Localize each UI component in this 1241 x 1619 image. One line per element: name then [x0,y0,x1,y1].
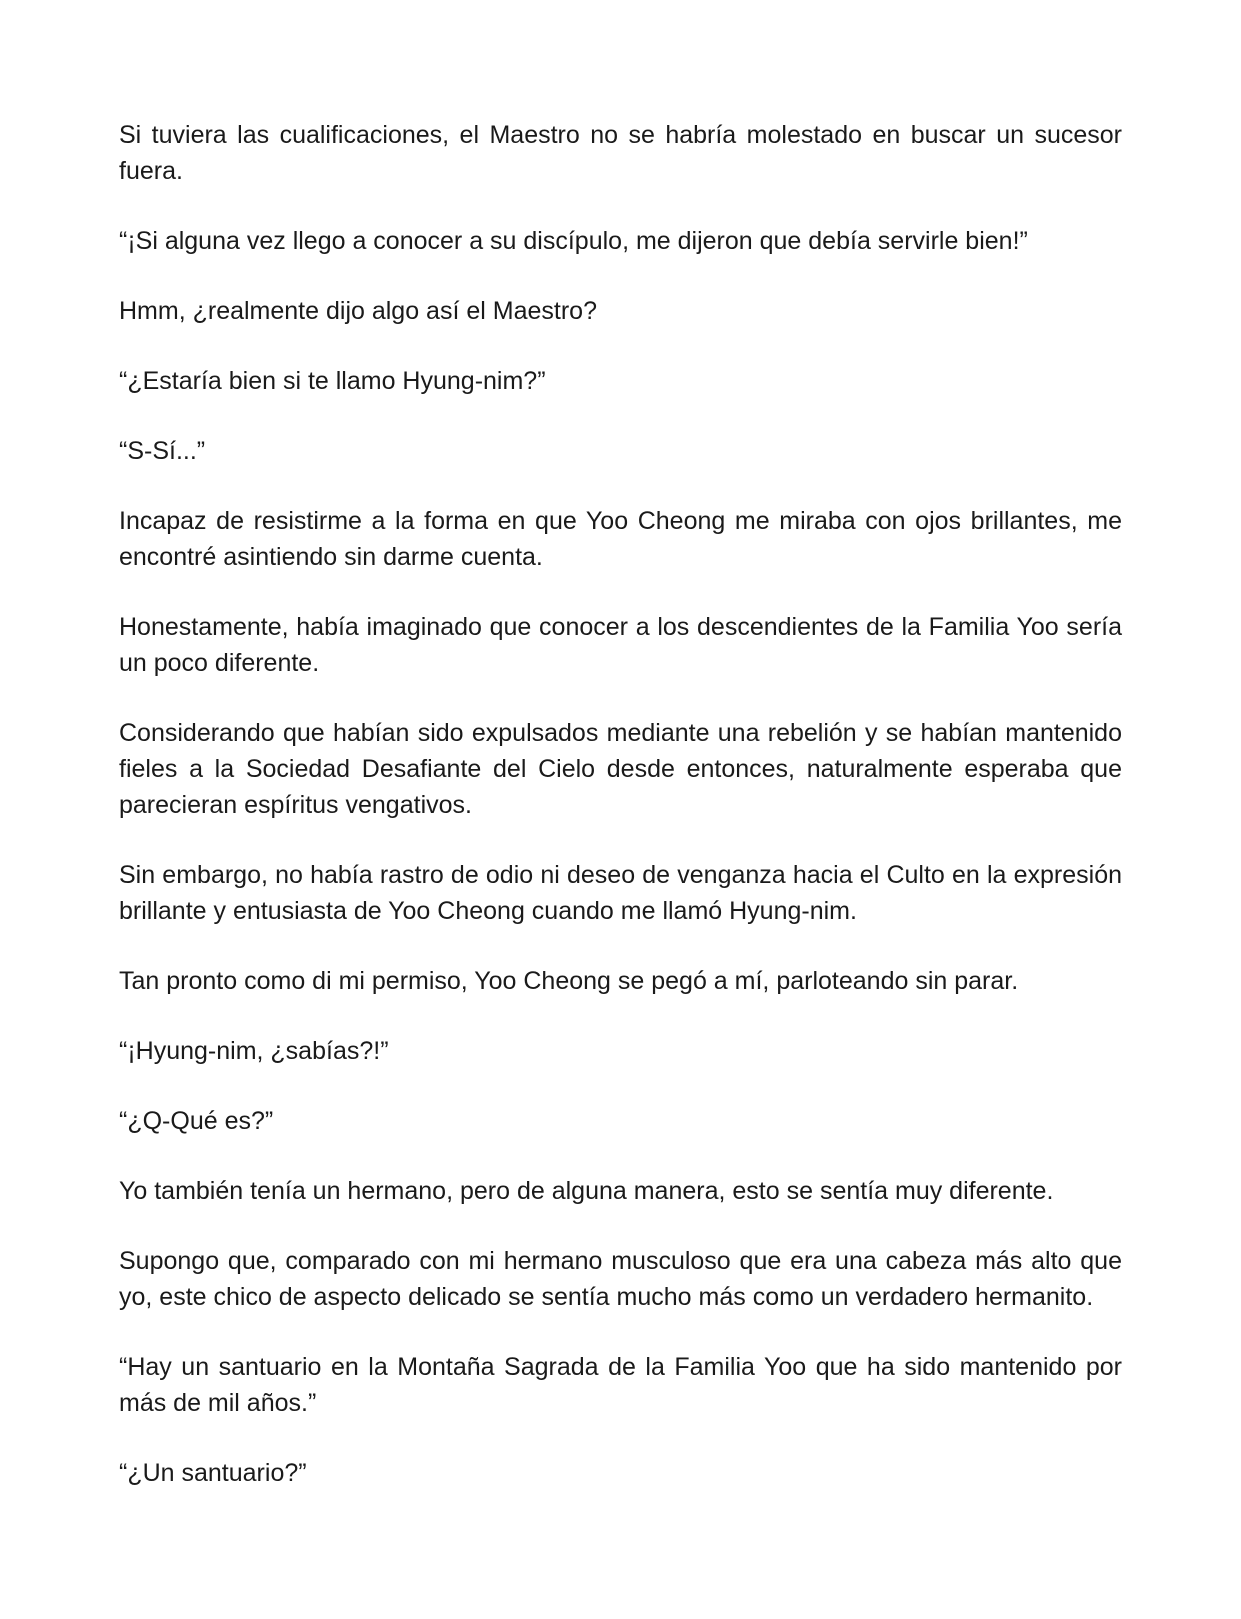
paragraph: Yo también tenía un hermano, pero de alguna manera, esto se sentía muy diferente. [119,1177,1054,1205]
dialogue-paragraph: “Hay un santuario en la Montaña Sagrada de la Familia Yoo que ha sido mantenido por más de mil años.” [119,1353,1122,1417]
paragraph: Sin embargo, no había rastro de odio ni deseo de venganza hacia el Culto en la expresión brillante y entusiasta de Yoo Cheong cuando me llamó Hyung-nim. [119,861,1122,925]
paragraph: Si tuviera las cualificaciones, el Maestro no se habría molestado en buscar un sucesor fuera. [119,121,1122,185]
document-body [119,117,1122,1525]
paragraph: Honestamente, había imaginado que conocer a los descendientes de la Familia Yoo sería un poco diferente. [119,613,1122,677]
paragraph: Hmm, ¿realmente dijo algo así el Maestro? [119,297,597,325]
dialogue-paragraph: “¿Q-Qué es?” [119,1107,274,1135]
dialogue-paragraph: “¿Un santuario?” [119,1459,307,1487]
dialogue-paragraph: “¡Si alguna vez llego a conocer a su discípulo, me dijeron que debía servirle bien!” [119,227,1028,255]
paragraph: Considerando que habían sido expulsados mediante una rebelión y se habían mantenido fieles a la Sociedad Desafiante del Cielo desde entonces, naturalmente esperaba que parecieran espíritus vengativos. [119,719,1122,819]
dialogue-paragraph: “S-Sí...” [119,437,206,465]
paragraph: Tan pronto como di mi permiso, Yoo Cheong se pegó a mí, parloteando sin parar. [119,967,1019,995]
dialogue-paragraph: “¿Estaría bien si te llamo Hyung-nim?” [119,367,546,395]
paragraph: Supongo que, comparado con mi hermano musculoso que era una cabeza más alto que yo, este chico de aspecto delicado se sentía mucho más como un verdadero hermanito. [119,1247,1122,1311]
paragraph: Incapaz de resistirme a la forma en que Yoo Cheong me miraba con ojos brillantes, me encontré asintiendo sin darme cuenta. [119,507,1122,571]
dialogue-paragraph: “¡Hyung-nim, ¿sabías?!” [119,1037,389,1065]
